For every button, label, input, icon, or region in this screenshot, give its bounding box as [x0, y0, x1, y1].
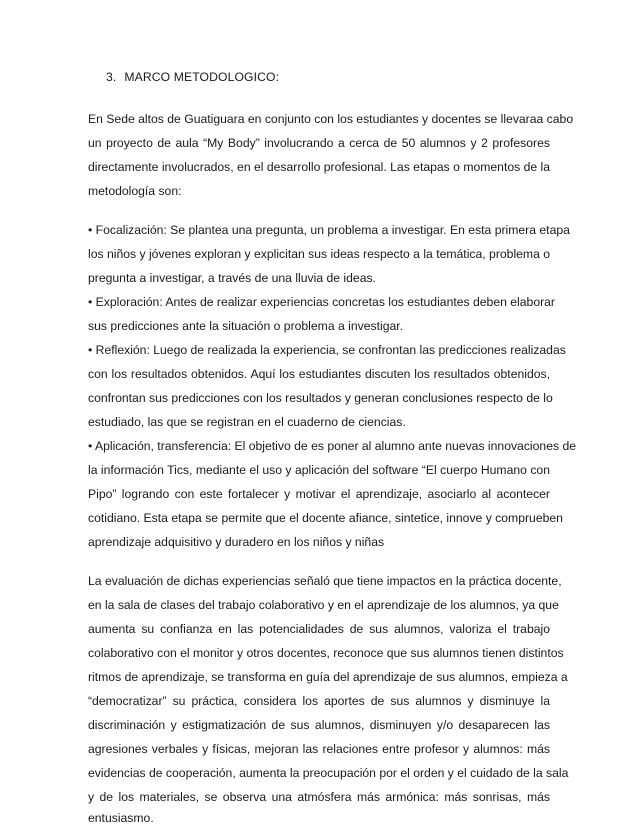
paragraph-line: “democratizar” su práctica, considera los aportes de sus alumnos y disminuye la — [88, 694, 550, 708]
bullet-line: estudiado, las que se registran en el cuaderno de ciencias. — [88, 415, 406, 429]
paragraph-line: directamente involucrados, en el desarrollo profesional. Las etapas o momentos de la — [88, 160, 551, 174]
bullet-line: • Exploración: Antes de realizar experiencias concretas los estudiantes deben elaborar — [88, 295, 555, 309]
paragraph-line: ritmos de aprendizaje, se transforma en guía del aprendizaje de sus alumnos, empieza a — [88, 670, 568, 684]
bullet-line: • Reflexión: Luego de realizada la experiencia, se confrontan las predicciones realizadas — [88, 343, 566, 357]
paragraph-line: entusiasmo. — [88, 811, 154, 825]
bullet-line: pregunta a investigar, a través de una lluvia de ideas. — [88, 271, 376, 285]
paragraph-line: y de los materiales, se observa una atmósfera más armónica: más sonrisas, más — [88, 790, 550, 804]
paragraph-line: La evaluación de dichas experiencias señaló que tiene impactos en la práctica docente, — [88, 574, 562, 588]
paragraph-line: en la sala de clases del trabajo colaborativo y en el aprendizaje de los alumnos, ya que — [88, 598, 559, 612]
section-title: MARCO METODOLOGICO: — [124, 70, 280, 84]
paragraph-line: colaborativo con el monitor y otros docentes, reconoce que sus alumnos tienen distintos — [88, 646, 564, 660]
bullet-line: cotidiano. Esta etapa se permite que el docente afiance, sintetice, innove y comprueben — [88, 511, 563, 525]
paragraph-line: discriminación y estigmatización de sus alumnos, disminuyen y/o desaparecen las — [88, 718, 550, 732]
bullet-line: con los resultados obtenidos. Aquí los estudiantes discuten los resultados obtenidos, — [88, 367, 550, 381]
section-number: 3. — [106, 70, 117, 84]
paragraph-line: un proyecto de aula “My Body” involucrando a cerca de 50 alumnos y 2 profesores — [88, 136, 550, 150]
bullet-line: aprendizaje adquisitivo y duradero en los niños y niñas — [88, 535, 385, 549]
bullet-line: Pipo” logrando con este fortalecer y motivar el aprendizaje, asociarlo al acontecer — [88, 487, 550, 501]
bullet-line: confrontan sus predicciones con los resultados y generan conclusiones respecto de lo — [88, 391, 553, 405]
bullet-line: los niños y jóvenes exploran y explicitan sus ideas respecto a la temática, problema o — [88, 247, 551, 261]
paragraph-line: evidencias de cooperación, aumenta la preocupación por el orden y el cuidado de la sala — [88, 766, 569, 780]
paragraph-line: agresiones verbales y físicas, mejoran las relaciones entre profesor y alumnos: más — [88, 742, 550, 756]
paragraph-line: aumenta su confianza en las potencialidades de sus alumnos, valoriza el trabajo — [88, 622, 550, 636]
paragraph-line: En Sede altos de Guatiguara en conjunto con los estudiantes y docentes se llevaraa cabo — [88, 112, 574, 126]
bullet-line: • Aplicación, transferencia: El objetivo de es poner al alumno ante nuevas innovaciones de — [88, 439, 577, 453]
bullet-line: sus predicciones ante la situación o problema a investigar. — [88, 319, 404, 333]
bullet-line: la información Tics, mediante el uso y aplicación del software “El cuerpo Humano con — [88, 463, 550, 477]
bullet-line: • Focalización: Se plantea una pregunta, un problema a investigar. En esta primera etapa — [88, 223, 570, 237]
paragraph-line: metodología son: — [88, 184, 182, 198]
section-heading — [106, 70, 279, 84]
